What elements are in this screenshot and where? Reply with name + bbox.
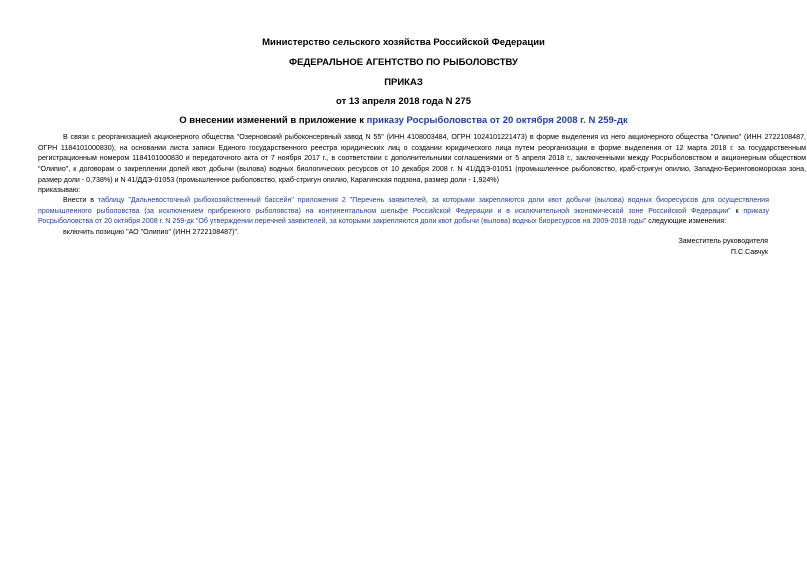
table-link[interactable]: таблицу "Дальневосточный рыбохозяйственный бассейн" приложения 2 "Перечень заявителей, за которыми закрепляются доли квот добычи (вылова) водных биоресурсов для осуществления промышленного рыболовства (за исключением прибрежного рыболовства) на континентальном шельфе Российской Федерации и в исключительной экономической зоне Российской Федерации" xyxy=(38,196,769,215)
agency-heading: ФЕДЕРАЛЬНОЕ АГЕНТСТВО ПО РЫБОЛОВСТВУ xyxy=(289,57,518,68)
paragraph-include-position: включить позицию "АО "Олипио" (ИНН 2722108487)". xyxy=(63,228,239,236)
amendment-mid: к xyxy=(730,206,744,215)
order-link[interactable]: приказу Росрыболовства от 20 октября 2008 г. N 259-дк "Об утверждении перечней заявителей, за которыми закрепляются доли квот добычи (вылова) водных биоресурсов на 2009-2018 годы" xyxy=(38,206,769,226)
amendment-end: следующие изменения: xyxy=(646,217,727,226)
paragraph-amendment xyxy=(38,195,769,227)
signature-role: Заместитель руководителя xyxy=(678,237,768,245)
ministry-heading: Министерство сельского хозяйства Российской Федерации xyxy=(262,37,545,48)
signature-name: П.С.Савчук xyxy=(730,248,768,256)
doc-type-heading: ПРИКАЗ xyxy=(384,77,423,88)
amendment-start: Внести в xyxy=(63,196,98,204)
paragraph-order-word: приказываю: xyxy=(38,186,81,194)
paragraph-preamble: В связи с реорганизацией акционерного общества "Озерновский рыбоконсервный завод N 55" (ИНН 4108003484, ОГРН 1024101221473) в форме выделения из него акционерного общества "Олипио" (ИНН 2722108487, ОГРН 1184101000830), на основании листа записи Единого государственного реестра юридических лиц о создании юридического лица путем реорганизации в форме выделения от 12 марта 2018 г. за государственным регистрационным номером 1184101000830 и передаточного акта от 7 ноября 2017 г., в соответствии с дополнительными соглашениями от 5 апреля 2018 г., заключенными между Росрыболовством и акционерным обществом "Олипио", к договорам о закреплении долей квот добычи (вылова) водных биологических ресурсов от 10 декабря 2008 г. N 41/ДДЭ-01051 (промышленное рыболовство, краб-стригун опилио, Западно-Беринговоморская зона, размер доли - 0,738%) и N 41/ДДЭ-01053 (промышленное рыболовство, краб-стригун опилио, Карагинская подзона, размер доли - 1,924%) xyxy=(38,133,806,184)
doc-title xyxy=(0,115,807,127)
doc-title-prefix: О внесении изменений в приложение к xyxy=(179,115,367,126)
date-number-heading: от 13 апреля 2018 года N 275 xyxy=(336,96,471,107)
title-order-link[interactable]: приказу Росрыболовства от 20 октября 2008 г. N 259-дк xyxy=(366,115,628,126)
